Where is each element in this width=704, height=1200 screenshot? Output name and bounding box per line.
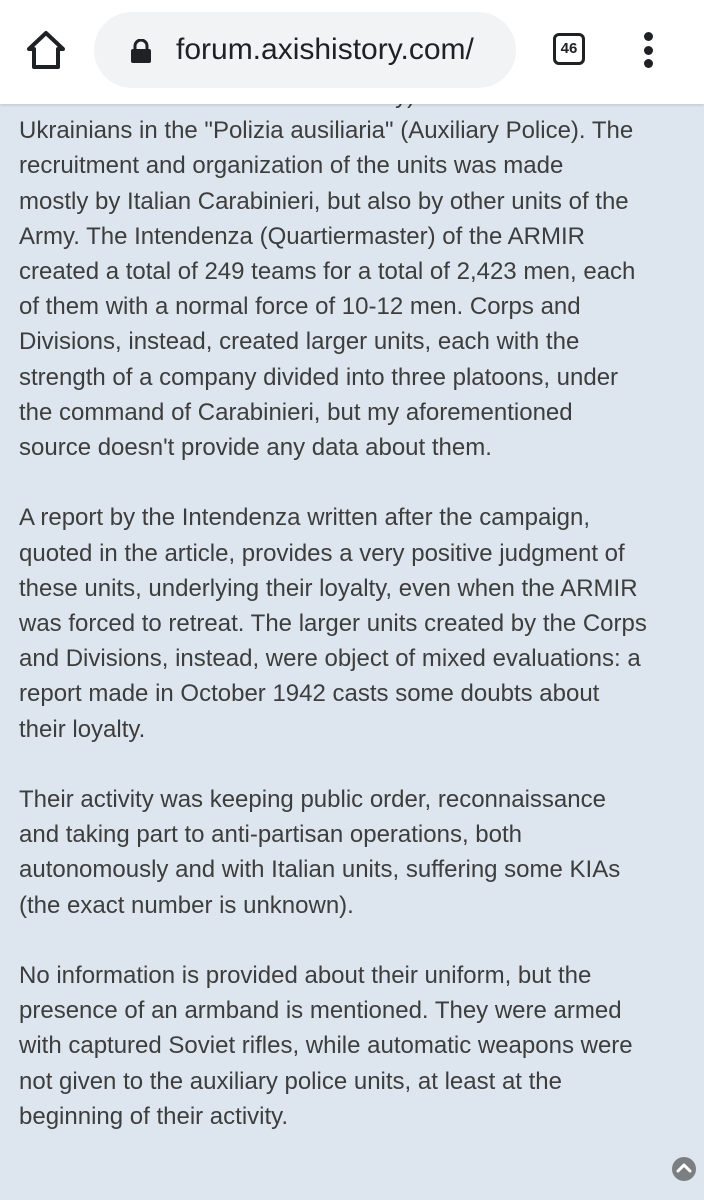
url-text[interactable]: forum.axishistory.com/ bbox=[176, 33, 474, 66]
tab-switcher-button[interactable]: 46 bbox=[553, 33, 585, 65]
lock-icon bbox=[130, 39, 152, 63]
home-icon bbox=[24, 28, 68, 72]
chevron-up-icon bbox=[672, 1157, 696, 1181]
scroll-to-top-button[interactable] bbox=[672, 1157, 696, 1181]
forum-post-body bbox=[19, 78, 689, 1169]
post-paragraph: No information is provided about their uniform, but the presence of an armband is mentioned. They were armed with captured Soviet rifles, while automatic weapons were not given to the auxiliary police units, at least at the beginning of their activity. bbox=[19, 962, 633, 1130]
home-button[interactable] bbox=[24, 28, 68, 72]
more-vert-icon[interactable] bbox=[636, 32, 662, 68]
address-bar[interactable] bbox=[94, 12, 516, 88]
post-paragraph: Ukrainians in the "Polizia ausiliaria" (Auxiliary Police). The recruitment and organization of the units was made mostly by Italian Carabinieri, but also by other units of the Army. The Intendenza (Quartiermaster) of the ARMIR created a total of 249 teams for a total of 2,423 men, each of them with a normal force of 10-12 men. Corps and Divisions, instead, created larger units, each with the strength of a company divided into three platoons, under the command of Carabinieri, but my aforementioned source doesn't provide any data about them. bbox=[19, 117, 636, 462]
post-paragraph: Their activity was keeping public order, reconnaissance and taking part to anti-partisan operations, both autonomously and with Italian units, suffering some KIAs (the exact number is unknown). bbox=[19, 786, 621, 919]
browser-toolbar bbox=[0, 0, 704, 104]
post-paragraph: A report by the Intendenza written after the campaign, quoted in the article, provides a very positive judgment of these units, underlying their loyalty, even when the ARMIR was forced to retreat. The larger units created by the Corps and Divisions, instead, were object of mixed evaluations: a report made in October 1942 casts some doubts about their loyalty. bbox=[19, 504, 647, 743]
